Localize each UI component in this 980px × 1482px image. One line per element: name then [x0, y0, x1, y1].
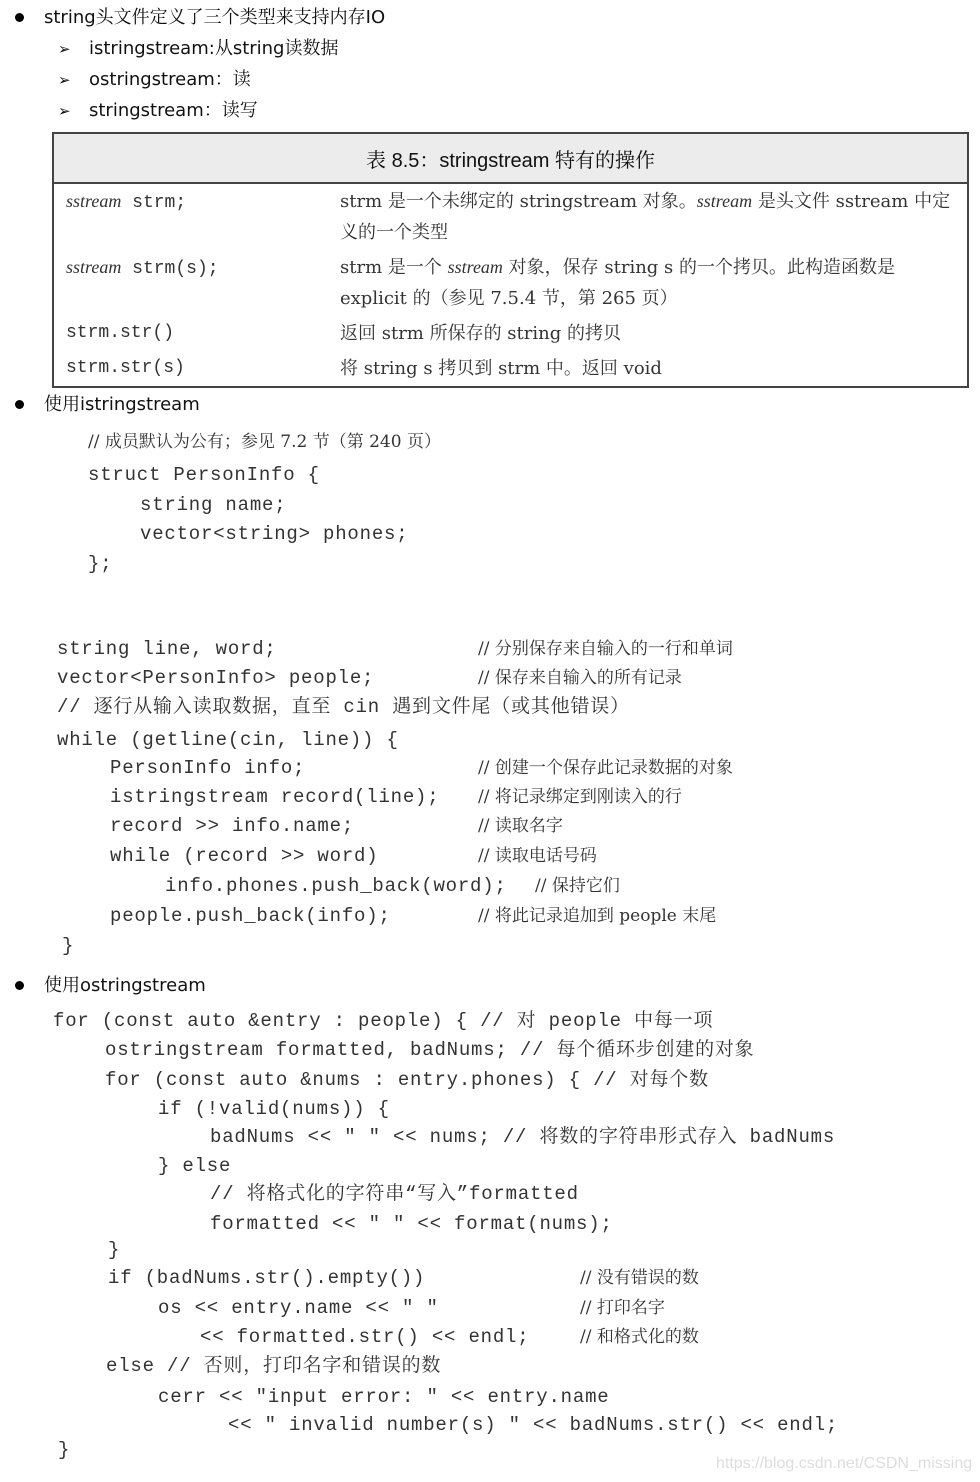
code-line: else // 否则，打印名字和错误的数 [106, 1355, 442, 1377]
code-line: ostringstream formatted, badNums; // 每个循环步创建的对象 [105, 1039, 755, 1061]
code-line: } [108, 1239, 121, 1261]
code-line: badNums << " " << nums; // 将数的字符串形式存入 badNums [210, 1126, 836, 1148]
code-line: while (getline(cin, line)) { [57, 729, 399, 751]
code-comment: // 成员默认为公有；参见 7.2 节（第 240 页） [88, 432, 441, 452]
bullet-text: string头文件定义了三个类型来支持内存IO [44, 7, 386, 28]
code-line: } [62, 935, 75, 957]
code-line: formatted << " " << format(nums); [210, 1213, 613, 1235]
code-line: os << entry.name << " " [158, 1297, 439, 1319]
code-comment: // 和格式化的数 [580, 1327, 699, 1347]
code-line: istringstream record(line); [110, 786, 440, 808]
code-line: string line, word; [57, 638, 277, 660]
code-line: cerr << "input error: " << entry.name [158, 1386, 610, 1408]
bullet-icon [15, 13, 24, 22]
code-comment: // 打印名字 [580, 1298, 665, 1318]
table-row: sstream strm(s); strm 是一个 sstream 对象，保存 string s 的一个拷贝。此构造函数是 explicit 的（参见 7.5.4 节，第 265 页） [66, 257, 896, 309]
code-line: }; [88, 553, 113, 575]
code-comment: // 将此记录追加到 people 末尾 [478, 906, 717, 926]
code-line: record >> info.name; [110, 815, 355, 837]
code-line: people.push_back(info); [110, 905, 391, 927]
code-comment: // 没有错误的数 [580, 1268, 699, 1288]
stringstream-operations-table [52, 132, 969, 388]
sub-item: istringstream:从string读数据 [89, 38, 339, 59]
table-row: strm.str(s) 将 string s 拷贝到 strm 中。返回 void [66, 358, 662, 379]
code-line: // 逐行从输入读取数据，直至 cin 遇到文件尾（或其他错误） [57, 696, 630, 718]
code-comment: // 读取名字 [478, 816, 563, 836]
code-line: << formatted.str() << endl; [200, 1326, 530, 1348]
code-comment: // 将记录绑定到刚读入的行 [478, 787, 682, 807]
watermark: https://blog.csdn.net/CSDN_missing [716, 1455, 973, 1472]
bullet-text: 使用istringstream [44, 394, 200, 415]
table-title: 表 8.5：stringstream 特有的操作 [53, 133, 968, 183]
code-line: vector<PersonInfo> people; [57, 667, 375, 689]
code-line: PersonInfo info; [110, 757, 306, 779]
code-line: // 将格式化的字符串“写入”formatted [210, 1183, 579, 1205]
arrow-bullet-icon: ➢ [58, 40, 71, 58]
code-line: vector<string> phones; [140, 523, 409, 545]
code-comment: // 保持它们 [535, 876, 620, 896]
code-line: if (!valid(nums)) { [158, 1098, 390, 1120]
bullet-text: 使用ostringstream [44, 975, 206, 996]
code-comment: // 创建一个保存此记录数据的对象 [478, 758, 733, 778]
code-comment: // 分别保存来自输入的一行和单词 [478, 639, 733, 659]
arrow-bullet-icon: ➢ [58, 102, 71, 120]
code-line: } else [158, 1155, 232, 1177]
table-row: sstream strm; strm 是一个未绑定的 stringstream 对象。sstream 是头文件 sstream 中定义的一个类型 [66, 191, 951, 243]
code-line: if (badNums.str().empty()) [108, 1267, 426, 1289]
code-line: struct PersonInfo { [88, 464, 320, 486]
code-comment: // 保存来自输入的所有记录 [478, 668, 682, 688]
bullet-icon [15, 981, 24, 990]
arrow-bullet-icon: ➢ [58, 71, 71, 89]
code-line: string name; [140, 494, 287, 516]
code-line: << " invalid number(s) " << badNums.str() << endl; [228, 1414, 839, 1436]
code-line: info.phones.push_back(word); [165, 875, 507, 897]
code-line: while (record >> word) [110, 845, 379, 867]
sub-item: stringstream：读写 [89, 100, 258, 121]
sub-item: ostringstream：读 [89, 69, 251, 90]
code-line: for (const auto &nums : entry.phones) { // 对每个数 [105, 1069, 709, 1091]
code-line: } [58, 1439, 71, 1461]
code-line: for (const auto &entry : people) { // 对 people 中每一项 [53, 1010, 714, 1032]
code-comment: // 读取电话号码 [478, 846, 597, 866]
table-row: strm.str() 返回 strm 所保存的 string 的拷贝 [66, 323, 621, 344]
bullet-icon [15, 400, 24, 409]
